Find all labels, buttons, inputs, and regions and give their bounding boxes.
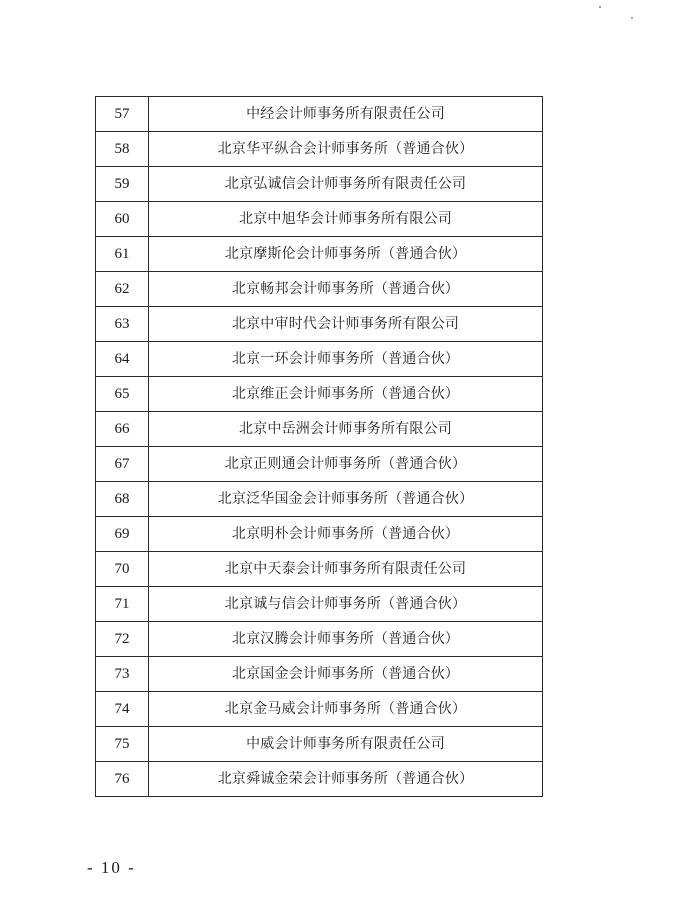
firm-name: 北京舜诚金荣会计师事务所（普通合伙） (149, 762, 543, 797)
table-row (96, 447, 543, 482)
table-row (96, 482, 543, 517)
scan-speck (599, 6, 601, 8)
row-number: 76 (96, 762, 149, 797)
table-row (96, 657, 543, 692)
firm-name: 北京中审时代会计师事务所有限公司 (149, 307, 543, 342)
row-number: 65 (96, 377, 149, 412)
row-number: 61 (96, 237, 149, 272)
table-row (96, 272, 543, 307)
row-number: 62 (96, 272, 149, 307)
firm-name: 北京摩斯伦会计师事务所（普通合伙） (149, 237, 543, 272)
table-row (96, 762, 543, 797)
table-row (96, 97, 543, 132)
row-number: 63 (96, 307, 149, 342)
firm-name: 北京金马威会计师事务所（普通合伙） (149, 692, 543, 727)
row-number: 69 (96, 517, 149, 552)
table-row (96, 727, 543, 762)
firm-list-table (95, 96, 543, 797)
firm-name: 中经会计师事务所有限责任公司 (149, 97, 543, 132)
row-number: 70 (96, 552, 149, 587)
table-row (96, 377, 543, 412)
firm-name: 北京国金会计师事务所（普通合伙） (149, 657, 543, 692)
firm-name: 北京中旭华会计师事务所有限公司 (149, 202, 543, 237)
table-row (96, 622, 543, 657)
firm-name: 北京诚与信会计师事务所（普通合伙） (149, 587, 543, 622)
table-row (96, 202, 543, 237)
row-number: 74 (96, 692, 149, 727)
row-number: 72 (96, 622, 149, 657)
row-number: 68 (96, 482, 149, 517)
row-number: 71 (96, 587, 149, 622)
scan-speck (631, 17, 633, 19)
table-row (96, 587, 543, 622)
table-row (96, 167, 543, 202)
table-row (96, 237, 543, 272)
row-number: 67 (96, 447, 149, 482)
firm-name: 北京正则通会计师事务所（普通合伙） (149, 447, 543, 482)
firm-name: 中威会计师事务所有限责任公司 (149, 727, 543, 762)
firm-name: 北京畅邦会计师事务所（普通合伙） (149, 272, 543, 307)
firm-name: 北京明朴会计师事务所（普通合伙） (149, 517, 543, 552)
row-number: 59 (96, 167, 149, 202)
table-row (96, 307, 543, 342)
table-row (96, 412, 543, 447)
firm-name: 北京汉腾会计师事务所（普通合伙） (149, 622, 543, 657)
row-number: 73 (96, 657, 149, 692)
firm-name: 北京弘诚信会计师事务所有限责任公司 (149, 167, 543, 202)
table-row (96, 692, 543, 727)
row-number: 66 (96, 412, 149, 447)
table-row (96, 132, 543, 167)
firm-name: 北京泛华国金会计师事务所（普通合伙） (149, 482, 543, 517)
firm-name: 北京中岳洲会计师事务所有限公司 (149, 412, 543, 447)
firm-name: 北京中天泰会计师事务所有限责任公司 (149, 552, 543, 587)
row-number: 75 (96, 727, 149, 762)
table-row (96, 517, 543, 552)
table-row (96, 552, 543, 587)
firm-name: 北京一环会计师事务所（普通合伙） (149, 342, 543, 377)
row-number: 60 (96, 202, 149, 237)
page-number: - 10 - (87, 858, 136, 877)
firm-list-body (96, 97, 543, 797)
table-row (96, 342, 543, 377)
row-number: 64 (96, 342, 149, 377)
firm-name: 北京维正会计师事务所（普通合伙） (149, 377, 543, 412)
row-number: 58 (96, 132, 149, 167)
firm-name: 北京华平纵合会计师事务所（普通合伙） (149, 132, 543, 167)
row-number: 57 (96, 97, 149, 132)
